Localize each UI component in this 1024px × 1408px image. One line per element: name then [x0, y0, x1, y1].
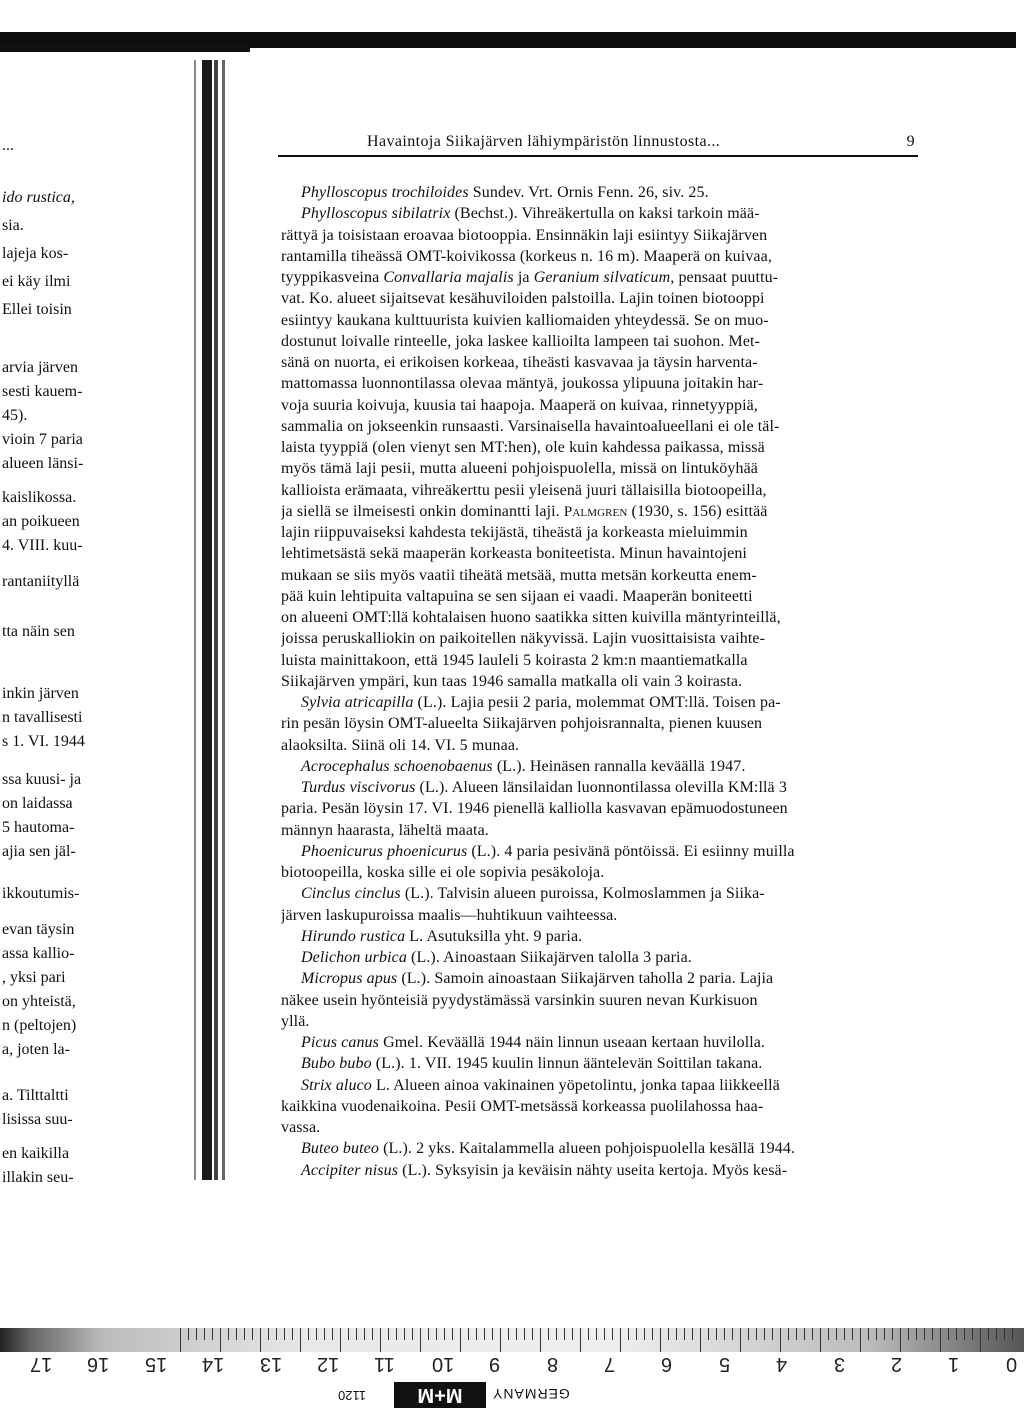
text-line [281, 267, 921, 288]
line-text: (Bechst.). Vihreäkertulla on kaksi tarkoin mää- [450, 205, 760, 223]
ruler-tick [740, 1328, 741, 1352]
ruler-tick [460, 1328, 461, 1352]
ruler-tick [396, 1328, 397, 1340]
ruler-tick [380, 1328, 381, 1352]
text-line [281, 905, 921, 926]
species-entry [281, 1138, 921, 1159]
fragment-line: 5 hautoma- [2, 819, 75, 836]
ruler-number: 13 [259, 1353, 282, 1375]
ruler-tick [868, 1328, 869, 1340]
species-name: Hirundo rustica [301, 927, 406, 945]
text-line [281, 607, 921, 628]
species-entry [281, 1053, 921, 1074]
ruler-number: 11 [374, 1353, 396, 1375]
ruler-tick [732, 1328, 733, 1340]
line-text: vat. Ko. alueet sijaitsevat kesähuviloiden palstoilla. Lajin toinen biotooppi [281, 290, 765, 308]
line-text: paria. Pesän löysin 17. VI. 1946 pienellä kalliolla kasvavan epämuodostuneen [281, 800, 788, 818]
ruler-tick [844, 1328, 845, 1340]
line-text: mukaan se siis myös vaatii tiheätä metsää, mutta metsän korkeutta enem- [281, 566, 757, 584]
fragment-line: a, joten la- [2, 1041, 70, 1058]
ruler-tick [452, 1328, 453, 1340]
line-text: pää kuin lehtipuita valtapuina se sen sijaan ei vaadi. Maaperän boniteetti [281, 587, 753, 605]
fragment-line: assa kallio- [2, 945, 75, 962]
text-line [281, 416, 921, 437]
text-line [281, 310, 921, 331]
ruler-number: 6 [661, 1353, 673, 1375]
main-text-column [281, 182, 921, 1181]
species-entry [281, 203, 921, 224]
ruler-number: 7 [604, 1353, 616, 1375]
ruler-tick [412, 1328, 413, 1340]
ruler-tick [236, 1328, 237, 1340]
ruler-tick [916, 1328, 917, 1340]
ruler-tick [308, 1328, 309, 1340]
ruler-tick [372, 1328, 373, 1340]
fragment-line: on laidassa [2, 795, 73, 812]
fragment-line: tta näin sen [2, 623, 75, 640]
species-entry [281, 1075, 921, 1096]
species-name: Accipiter nisus [301, 1161, 399, 1179]
ruler-tick [532, 1328, 533, 1340]
ruler-tick [276, 1328, 277, 1340]
ruler-tick [684, 1328, 685, 1340]
line-text: (L.). Lajia pesii 2 paria, molemmat OMT:llä. Toisen pa- [413, 694, 781, 711]
ruler-tick [500, 1328, 501, 1352]
ruler-tick [196, 1328, 197, 1340]
fragment-line: ssa kuusi- ja [2, 771, 82, 788]
text-line [281, 990, 921, 1011]
ruler-tick [348, 1328, 349, 1340]
text-line [281, 225, 921, 246]
line-text: voja suuria koivuja, kuusia tai haapoja. Maaperä on kuivaa, rinnetyyppiä, [281, 396, 758, 414]
line-text: dostunut loivalle rinteelle, joka laskee kallioilta lampeen tai suohon. Met- [281, 332, 761, 350]
ruler-tick [188, 1328, 189, 1340]
line-text: (L.). Heinäsen rannalla keväällä 1947. [492, 757, 746, 775]
ruler-tick [612, 1328, 613, 1340]
text-line [281, 437, 921, 458]
fragment-line: n tavallisesti [2, 709, 83, 726]
line-text: joissa peruskalliokin on paikoitellen näkyvissä. Lajin vuosittaisista vaihte- [281, 630, 766, 648]
ruler-tick [1012, 1328, 1013, 1340]
fragment-line: lisissa suu- [2, 1111, 73, 1128]
fragment-line: s 1. VI. 1944 [2, 733, 85, 750]
line-text: tyyppikasveina [281, 269, 384, 286]
species-entry [281, 841, 921, 862]
ruler-number: 1 [948, 1353, 960, 1375]
ruler-tick [404, 1328, 405, 1340]
line-text: sammalia on jokseenkin runsaasti. Varsinaisella havaintoalueellani ei ole täl- [281, 417, 780, 435]
text-line [281, 1117, 921, 1138]
line-text: sänä on nuorta, ei erikoisen korkeaa, tiheästi kasvavaa ja täysin harventa- [281, 354, 758, 371]
ruler-number: 10 [431, 1353, 455, 1375]
species-name: Strix aluco [301, 1076, 372, 1094]
line-text: kallioista erämaata, vihreäkerttu pesii yleisenä juuri tällaisilla biotoopeilla, [281, 481, 767, 499]
ruler-tick [772, 1328, 773, 1340]
ruler-tick [332, 1328, 333, 1340]
ruler-number: 3 [833, 1353, 845, 1375]
ruler-tick [756, 1328, 757, 1340]
page-number: 9 [906, 133, 915, 150]
line-text: lehtimetsästä sekä maaperän korkeasta boniteetista. Minun havaintojeni [281, 545, 747, 563]
species-name: Delichon urbica [301, 949, 407, 966]
ruler-brand: GERMANY [492, 1386, 570, 1402]
ruler-tick [908, 1328, 909, 1340]
line-text: rättyä ja toisistaan eroavaa biotooppia. Ensinnäkin laji esiintyy Siikajärven [281, 226, 768, 244]
species-name: Cinclus cinclus [301, 885, 401, 903]
ruler-tick [588, 1328, 589, 1340]
species-name: Geranium silvaticum, [533, 269, 675, 286]
ruler-tick [876, 1328, 877, 1340]
fragment-line: n (peltojen) [2, 1017, 77, 1034]
line-text: myös tämä laji pesii, mutta alueeni pohjoispuolella, missä on lintuköyhää [281, 460, 758, 478]
species-name: Phylloscopus trochiloides [301, 184, 469, 201]
fragment-line: ikkoutumis- [2, 885, 80, 902]
fragment-line: illakin seu- [2, 1169, 74, 1186]
ruler-tick [388, 1328, 389, 1340]
species-entry [281, 926, 921, 947]
running-title: Havaintoja Siikajärven lähiympäristön linnustosta... [367, 133, 721, 150]
ruler-tick [508, 1328, 509, 1340]
line-text: Gmel. Keväällä 1944 näin linnun useaan kertaan huvilolla. [378, 1034, 766, 1051]
fragment-line: vioin 7 paria [2, 431, 83, 448]
line-text: laista tyyppiä (olen vienyt sen MT:hen), ole kuin kahdessa paikassa, missä [281, 439, 765, 456]
ruler-tick [516, 1328, 517, 1340]
line-text: mattomassa luonnontilassa olevaa mäntyä, joukossa ylipuuna joitakin har- [281, 375, 764, 393]
line-text: yllä. [281, 1012, 310, 1030]
ruler-tick [860, 1328, 861, 1352]
line-text: männyn haarasta, läheltä maata. [281, 821, 489, 839]
ruler-tick [644, 1328, 645, 1340]
line-text: L. Alueen ainoa vakinainen yöpetolintu, jonka tapaa liikkeellä [371, 1076, 780, 1094]
species-name: Bubo bubo [301, 1055, 372, 1073]
fragment-line: arvia järven [2, 359, 78, 376]
line-text: (L.). 4 paria pesivänä pöntöissä. Ei esiinny muilla [467, 842, 795, 860]
text-line [281, 586, 921, 607]
ruler-tick [324, 1328, 325, 1340]
text-line [281, 735, 921, 756]
ruler-number: 0 [1005, 1353, 1017, 1375]
species-entry [281, 883, 921, 904]
ruler-tick [252, 1328, 253, 1340]
species-entry [281, 756, 921, 777]
line-text: (1930, s. 156) esittää [627, 502, 768, 520]
fragment-line: Ellei toisin [2, 301, 72, 318]
ruler-tick [692, 1328, 693, 1340]
ruler-number: 17 [30, 1353, 53, 1375]
text-line [281, 288, 921, 309]
line-text: esiintyy kaukana kulttuurista kuivien kalliomaiden yhteydessä. Se on muo- [281, 311, 769, 329]
ruler-tick [996, 1328, 997, 1340]
ruler-tick [316, 1328, 317, 1340]
ruler-number: 4 [776, 1353, 788, 1375]
ruler-tick [924, 1328, 925, 1340]
ruler-number: 15 [144, 1353, 168, 1375]
ruler-tick [484, 1328, 485, 1340]
fragment-line: , yksi pari [2, 969, 66, 986]
ruler-tick [340, 1328, 341, 1352]
ruler-tick [708, 1328, 709, 1340]
ruler-tick [596, 1328, 597, 1340]
ruler-tick [436, 1328, 437, 1340]
ruler-number: 2 [891, 1353, 903, 1375]
ruler-tick [580, 1328, 581, 1352]
text-line [281, 1011, 921, 1032]
ruler-tick [476, 1328, 477, 1340]
text-line [281, 713, 921, 734]
ruler-tick [932, 1328, 933, 1340]
ruler-tick [540, 1328, 541, 1352]
fragment-line: sesti kauem- [2, 383, 83, 400]
text-line [281, 331, 921, 352]
ruler-tick [292, 1328, 293, 1340]
ruler-tick [244, 1328, 245, 1340]
ruler-tick [884, 1328, 885, 1340]
line-text: luista mainittakoon, että 1945 lauleli 5 koirasta 2 km:n maantiematkalla [281, 651, 748, 669]
ruler-tick [356, 1328, 357, 1340]
fragment-line: evan täysin [2, 921, 75, 938]
fragment-line: sia. [2, 217, 24, 234]
text-line [281, 458, 921, 479]
fragment-line: en kaikilla [2, 1145, 70, 1162]
book-gutter [188, 60, 240, 1180]
fragment-line: inkin järven [2, 685, 79, 702]
ruler-tick [468, 1328, 469, 1340]
ruler-tick [628, 1328, 629, 1340]
fragment-line: a. Tilttaltti [2, 1087, 69, 1104]
ruler-tick [660, 1328, 661, 1352]
scale-ruler [0, 1318, 1024, 1408]
fragment-line: 45). [2, 407, 28, 424]
ruler-tick [764, 1328, 765, 1340]
ruler-tick [964, 1328, 965, 1340]
ruler-number: 8 [546, 1353, 558, 1375]
line-text: (L.). 1. VII. 1945 kuulin linnun ääntelevän Soittilan takana. [371, 1055, 763, 1073]
line-text: rin pesän löysin OMT-alueelta Siikajärven pohjoisrannalta, pienen kuusen [281, 715, 763, 733]
ruler-tick [836, 1328, 837, 1340]
ruler-tick [716, 1328, 717, 1340]
text-line [281, 798, 921, 819]
species-name: Acrocephalus schoenobaenus [301, 757, 493, 775]
text-line [281, 501, 921, 522]
species-name: Picus canus [301, 1034, 379, 1051]
ruler-tick [420, 1328, 421, 1352]
ruler-number: 9 [489, 1353, 501, 1375]
line-text: ja [513, 269, 534, 286]
ruler-tick [572, 1328, 573, 1340]
ruler-number: 5 [718, 1353, 730, 1375]
fragment-line: ajia sen jäl- [2, 843, 76, 860]
ruler-tick [676, 1328, 677, 1340]
ruler-tick [788, 1328, 789, 1340]
line-text: pensaat puuttu- [674, 269, 779, 286]
text-line [281, 650, 921, 671]
text-line [281, 1096, 921, 1117]
fragment-line: an poikueen [2, 513, 80, 530]
line-text: vassa. [281, 1119, 321, 1136]
ruler-tick [180, 1328, 181, 1352]
line-text: (L.). 2 yks. Kaitalammella alueen pohjoispuolella kesällä 1944. [378, 1140, 796, 1158]
ruler-tick [364, 1328, 365, 1340]
ruler-tick [228, 1328, 229, 1340]
ruler-tick [620, 1328, 621, 1352]
line-text: (L.). Syksyisin ja keväisin nähty useita kertoja. Myös kesä- [398, 1161, 788, 1179]
line-text: on alueeni OMT:llä kohtalaisen huono saatikka sitten kuivilla mäntyrinteillä, [281, 609, 781, 626]
line-text: näkee usein hyönteisiä pyydystämässä varsinkin suuren nevan Kurkisuon [281, 991, 758, 1009]
line-text: biotoopeilla, koska sille ei ole sopivia pesäkoloja. [281, 864, 605, 881]
line-text: Siikajärven ympäri, kun taas 1946 samalla matkalla oli vain 3 koirasta. [281, 672, 743, 690]
fragment-line: ei käy ilmi [2, 273, 71, 290]
text-line [281, 352, 921, 373]
text-line [281, 543, 921, 564]
running-header [287, 133, 915, 157]
ruler-tick [892, 1328, 893, 1340]
author-name: Palmgren [563, 503, 628, 520]
fragment-line: kaislikossa. [2, 489, 77, 506]
line-text: alaoksilta. Siinä oli 14. VI. 5 munaa. [281, 736, 520, 754]
species-entry [281, 692, 921, 713]
ruler-tick [444, 1328, 445, 1340]
line-text: (L.). Alueen länsilaidan luonnontilassa olevilla KM:llä 3 [415, 779, 787, 796]
header-rule [278, 155, 918, 157]
line-text: ja siellä se ilmeisesti onkin dominantti laji. [281, 502, 564, 520]
ruler-tick [260, 1328, 261, 1352]
text-line [281, 395, 921, 416]
ruler-tick [956, 1328, 957, 1340]
ruler-tick [300, 1328, 301, 1352]
line-text: rantamilla tiheässä OMT-koivikossa (korkeus n. 16 m). Maaperä on kuivaa, [281, 247, 772, 265]
species-entry [281, 1160, 921, 1181]
ruler-tick [780, 1328, 781, 1352]
ruler-tick [548, 1328, 549, 1340]
ruler-tick [524, 1328, 525, 1340]
ruler-band [0, 1328, 1024, 1352]
line-text: (L.). Ainoastaan Siikajärven talolla 3 paria. [406, 949, 692, 966]
line-text: Sundev. Vrt. Ornis Fenn. 26, siv. 25. [468, 184, 709, 201]
species-entry [281, 968, 921, 989]
ruler-code: 1120 [338, 1388, 366, 1403]
fragment-line: ... [2, 137, 14, 154]
ruler-tick [748, 1328, 749, 1340]
text-line [281, 522, 921, 543]
ruler-tick [812, 1328, 813, 1340]
species-entry [281, 1032, 921, 1053]
species-entry [281, 947, 921, 968]
fragment-line: ido rustica, [2, 189, 75, 206]
ruler-tick [268, 1328, 269, 1340]
species-entry [281, 182, 921, 203]
ruler-tick [212, 1328, 213, 1340]
ruler-tick [556, 1328, 557, 1340]
ruler-tick [604, 1328, 605, 1340]
ruler-number: 12 [317, 1353, 340, 1375]
ruler-tick [1004, 1328, 1005, 1340]
ruler-tick [204, 1328, 205, 1340]
ruler-tick [796, 1328, 797, 1340]
species-name: Micropus apus [301, 970, 398, 988]
fragment-line: rantaniityllä [2, 573, 80, 590]
text-line [281, 565, 921, 586]
ruler-logo: M+M [394, 1382, 486, 1408]
fragment-line: on yhteistä, [2, 993, 76, 1010]
species-name: Phylloscopus sibilatrix [301, 205, 451, 223]
line-text: kaikkina vuodenaikoina. Pesii OMT-metsässä korkeassa puolilahossa haa- [281, 1097, 764, 1115]
ruler-tick [820, 1328, 821, 1352]
ruler-tick [284, 1328, 285, 1340]
text-line [281, 480, 921, 501]
ruler-number: 14 [202, 1353, 225, 1375]
ruler-tick [972, 1328, 973, 1340]
ruler-tick [828, 1328, 829, 1340]
text-line [281, 246, 921, 267]
line-text: L. Asutuksilla yht. 9 paria. [405, 927, 583, 945]
species-name: Buteo buteo [301, 1140, 379, 1158]
ruler-tick [948, 1328, 949, 1340]
ruler-tick [988, 1328, 989, 1340]
text-line [281, 628, 921, 649]
fragment-line: 4. VIII. kuu- [2, 537, 83, 554]
species-entry [281, 777, 921, 798]
fragment-line: alueen länsi- [2, 455, 84, 472]
species-name: Convallaria majalis [383, 269, 514, 286]
species-name: Phoenicurus phoenicurus [301, 842, 468, 860]
ruler-tick [492, 1328, 493, 1340]
ruler-tick [852, 1328, 853, 1340]
ruler-tick [804, 1328, 805, 1340]
ruler-tick [220, 1328, 221, 1352]
ruler-tick [700, 1328, 701, 1352]
ruler-tick [668, 1328, 669, 1340]
line-text: (L.). Samoin ainoastaan Siikajärven taholla 2 paria. Lajia [397, 970, 774, 988]
ruler-tick [724, 1328, 725, 1340]
ruler-tick [428, 1328, 429, 1340]
ruler-tick [900, 1328, 901, 1352]
text-line [281, 862, 921, 883]
line-text: lajin riippuvaiseksi kahdesta tekijästä, tiheästä ja korkeasta mieluimmin [281, 524, 748, 541]
text-line [281, 820, 921, 841]
text-line [281, 671, 921, 692]
fragment-line: lajeja kos- [2, 245, 69, 262]
ruler-tick [652, 1328, 653, 1340]
ruler-tick [636, 1328, 637, 1340]
line-text: (L.). Talvisin alueen puroissa, Kolmoslammen ja Siika- [400, 885, 765, 903]
ruler-tick [564, 1328, 565, 1340]
species-name: Turdus viscivorus [301, 779, 416, 796]
text-line [281, 373, 921, 394]
species-name: Sylvia atricapilla [301, 694, 414, 711]
ruler-tick [980, 1328, 981, 1352]
ruler-tick [940, 1328, 941, 1352]
scan-top-edge-shadow [0, 44, 250, 52]
ruler-number: 16 [87, 1353, 110, 1375]
line-text: järven laskupuroissa maalis—huhtikuun vaihteessa. [281, 906, 618, 924]
